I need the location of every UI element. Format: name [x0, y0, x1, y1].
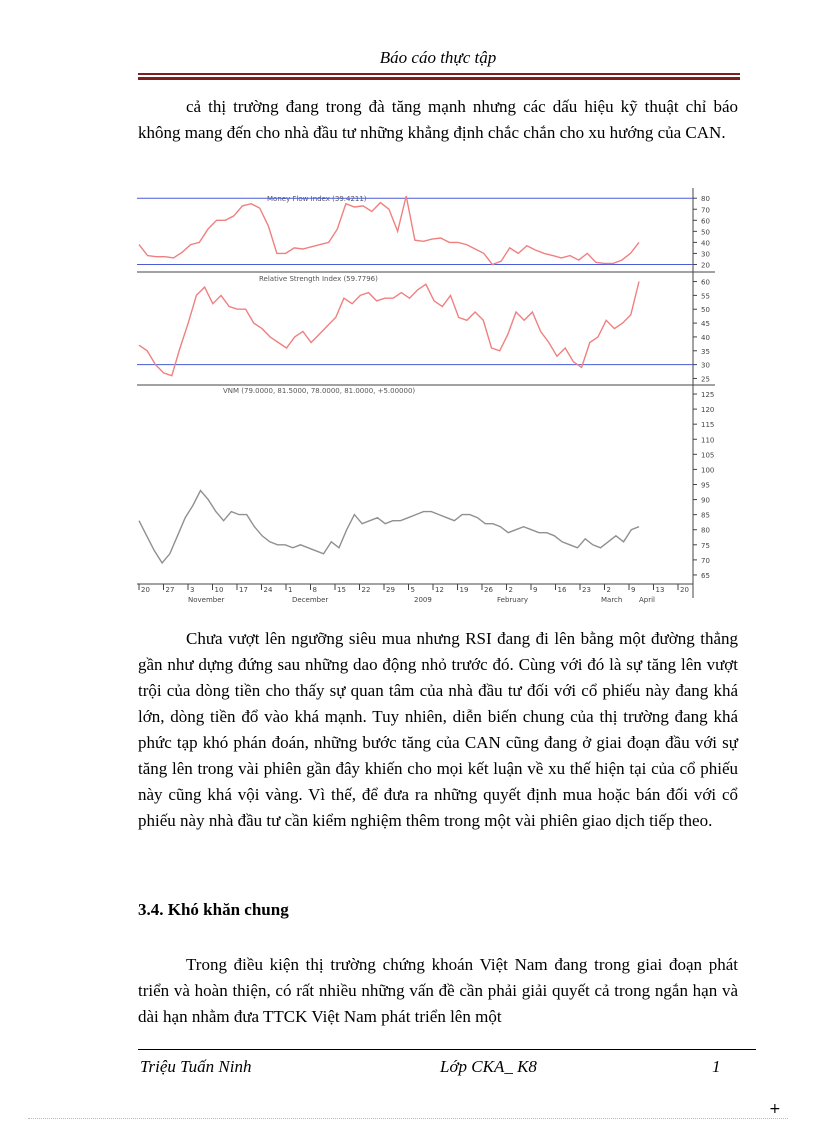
y-tick-label: 120: [701, 406, 715, 415]
x-tick-label: 1: [288, 586, 293, 594]
page-header-title: Báo cáo thực tập: [379, 48, 497, 67]
month-label: February: [497, 596, 529, 604]
y-tick-label: 125: [701, 391, 715, 400]
header-rule-thin: [138, 73, 740, 75]
month-label: November: [188, 596, 225, 604]
y-tick-label: 50: [701, 306, 710, 315]
y-tick-label: 55: [701, 292, 710, 301]
y-tick-label: 105: [701, 451, 715, 460]
y-tick-label: 65: [701, 571, 710, 580]
x-tick-label: 9: [631, 586, 636, 594]
x-tick-label: 26: [484, 586, 493, 594]
x-tick-label: 22: [361, 586, 371, 594]
paragraph-analysis: [138, 626, 738, 834]
y-tick-label: 100: [701, 466, 715, 475]
x-tick-label: 20: [680, 586, 689, 594]
y-tick-label: 45: [701, 320, 710, 329]
x-tick-label: 23: [582, 586, 591, 594]
x-tick-label: 24: [263, 586, 273, 594]
y-tick-label: 90: [701, 496, 710, 505]
y-tick-label: 70: [701, 206, 710, 215]
y-tick-label: 50: [701, 228, 710, 237]
x-tick-label: 15: [337, 586, 346, 594]
y-tick-label: 80: [701, 195, 710, 204]
x-tick-label: 16: [557, 586, 567, 594]
paragraph-intro-text: cả thị trường đang trong đà tăng mạnh nhưng các dấu hiệu kỹ thuật chỉ báo không mang đến cho nhà đầu tư những khẳng định chắc chắn cho xu hướng của CAN.: [138, 97, 738, 142]
technical-chart: [137, 188, 715, 608]
y-tick-label: 80: [701, 526, 710, 535]
chart-title: VNM (79.0000, 81.5000, 78.0000, 81.0000, +5.00000): [223, 387, 416, 395]
month-label: April: [639, 596, 655, 604]
header-rule-thick: [138, 77, 740, 80]
y-tick-label: 85: [701, 511, 710, 520]
x-tick-label: 27: [165, 586, 175, 594]
y-tick-label: 20: [701, 261, 710, 270]
x-tick-label: 19: [459, 586, 469, 594]
y-tick-label: 95: [701, 481, 710, 490]
x-tick-label: 10: [214, 586, 224, 594]
x-tick-label: 3: [190, 586, 195, 594]
y-tick-label: 40: [701, 239, 710, 248]
y-tick-label: 110: [701, 436, 715, 445]
paragraph-intro: [138, 94, 738, 146]
paragraph-challenges: [138, 952, 738, 1030]
month-label: March: [601, 596, 623, 604]
y-tick-label: 75: [701, 541, 710, 550]
paragraph-challenges-text: Trong điều kiện thị trường chứng khoán Việt Nam đang trong giai đoạn phát triển và hoàn thiện, có rất nhiều những vấn đề cần phải giải quyết cả trong ngắn hạn và dài hạn nhằm đưa TTCK Việt Nam phát triển lên một: [138, 955, 738, 1026]
y-tick-label: 115: [701, 421, 715, 430]
page-corner-mark: +: [769, 1101, 781, 1117]
y-tick-label: 30: [701, 361, 710, 370]
month-label: 2009: [414, 596, 432, 604]
x-tick-label: 2: [606, 586, 611, 594]
y-tick-label: 40: [701, 333, 710, 342]
footer-author: Triệu Tuấn Ninh: [140, 1057, 252, 1076]
x-tick-label: 29: [386, 586, 395, 594]
footer-page-number: 1: [712, 1057, 721, 1076]
footer-rule: [138, 1049, 756, 1050]
month-label: December: [292, 596, 329, 604]
x-tick-label: 9: [533, 586, 538, 594]
chart-title: Relative Strength Index (59.7796): [259, 275, 378, 283]
x-tick-label: 8: [312, 586, 317, 594]
section-heading: 3.4. Khó khăn chung: [138, 900, 289, 919]
y-tick-label: 25: [701, 375, 710, 384]
page-boundary: [28, 1118, 788, 1119]
x-tick-label: 20: [141, 586, 150, 594]
x-tick-label: 17: [239, 586, 248, 594]
x-tick-label: 2: [508, 586, 513, 594]
y-tick-label: 70: [701, 556, 710, 565]
technical-chart-svg: [137, 188, 715, 608]
y-tick-label: 30: [701, 250, 710, 259]
footer-class: Lớp CKA_ K8: [440, 1057, 537, 1076]
y-tick-label: 35: [701, 347, 710, 356]
x-tick-label: 5: [410, 586, 415, 594]
chart-title: Money Flow Index (39.4211): [267, 195, 367, 203]
paragraph-analysis-text: Chưa vượt lên ngưỡng siêu mua nhưng RSI đang đi lên bằng một đường thẳng gần như dựng đứng sau những dao động nhỏ trước đó. Cùng với đó là sự tăng lên vượt trội của dòng tiền cho thấy sự quan tâm của nhà đầu tư đối với cổ phiếu này đang khá lớn, dòng tiền đổ vào khá mạnh. Tuy nhiên, diễn biến chung của thị trường đang khá phức tạp khó phán đoán, những bước tăng của CAN cũng đang ở giai đoạn đầu với sự tăng lên trong vài phiên gần đây khiến cho mọi kết luận về xu thế hiện tại của cổ phiếu này cũng khá vội vàng. Vì thế, để đưa ra những quyết định mua hoặc bán đối với cổ phiếu này nhà đầu tư cần kiểm nghiệm thêm trong một vài phiên giao dịch tiếp theo.: [138, 629, 738, 830]
y-tick-label: 60: [701, 217, 710, 226]
y-tick-label: 60: [701, 278, 710, 287]
x-tick-label: 13: [655, 586, 665, 594]
x-tick-label: 12: [435, 586, 444, 594]
